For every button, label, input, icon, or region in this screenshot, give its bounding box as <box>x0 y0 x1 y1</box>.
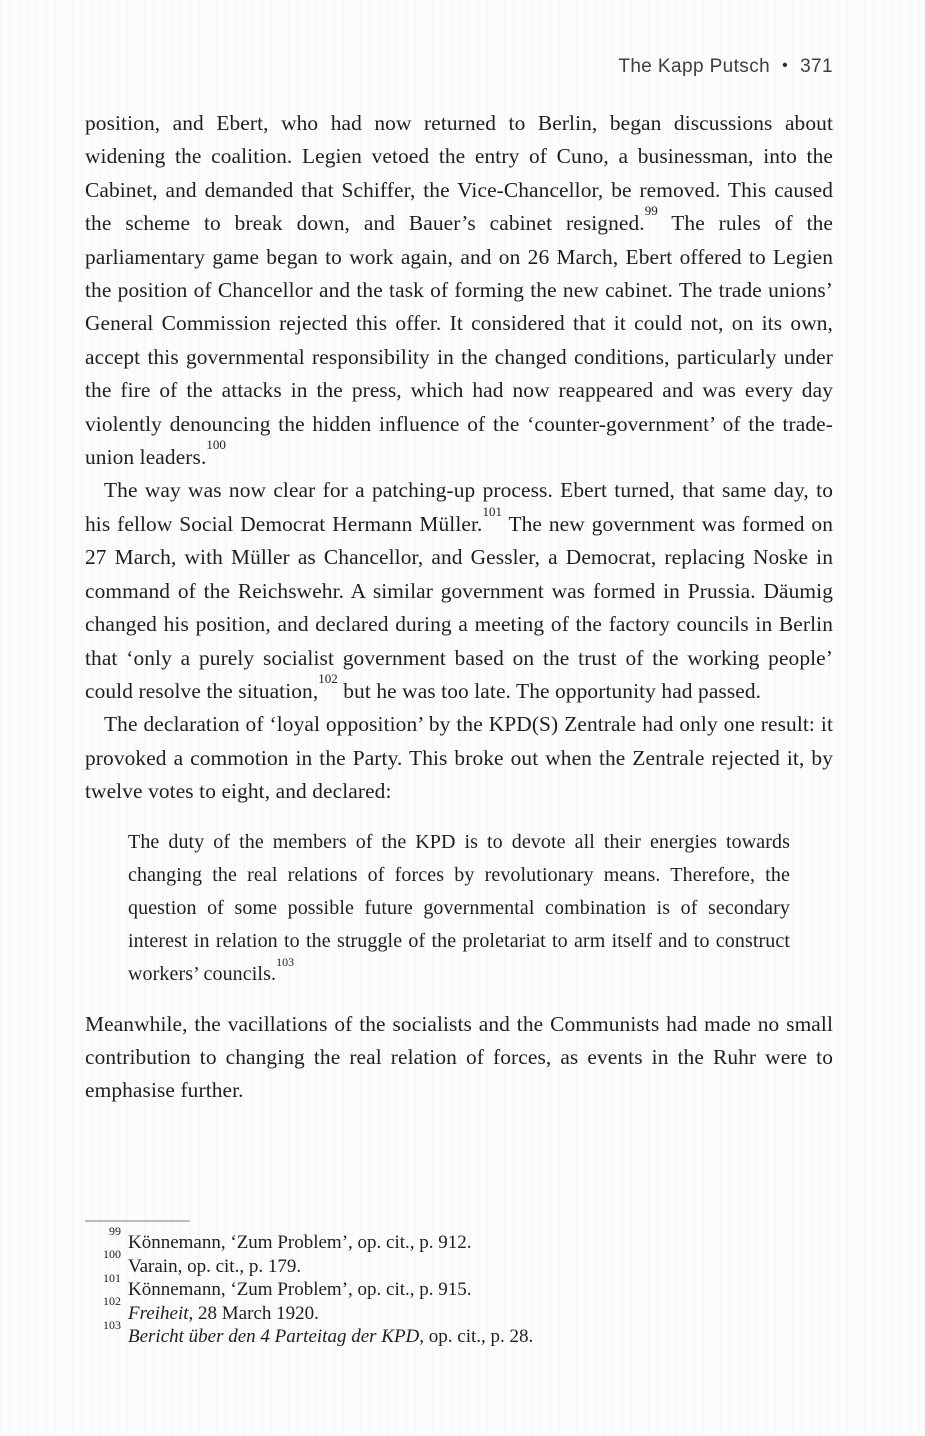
italic-title: Freiheit <box>128 1302 189 1324</box>
footnote-ref: 101 <box>482 503 502 519</box>
footnote: $^{102}$Freiheit, 28 March 1920. <box>103 1294 319 1324</box>
footnote: $^{103}$Bericht über den 4 Parteitag der KPD, op. cit., p. 28. <box>103 1318 534 1348</box>
footnote: $^{101}$Könnemann, ‘Zum Problem’, op. cit., p. 915. <box>103 1270 472 1301</box>
footnotes <box>85 1220 833 1349</box>
running-head-page-number: 371 <box>800 56 833 77</box>
paragraph: Meanwhile, the vacillations of the socialists and the Communists had made no small contribution to changing the real relation of forces, as events in the Ruhr were to emphasise further. <box>85 1011 833 1103</box>
footnote: $^{99}$Könnemann, ‘Zum Problem’, op. cit., p. 912. <box>109 1223 472 1253</box>
footnote-ref: 102 <box>318 670 338 686</box>
italic-title: Bericht über den 4 Parteitag der KPD <box>128 1326 420 1348</box>
footnotes-list <box>85 1223 833 1349</box>
footnote-ref: 99 <box>644 203 658 219</box>
block-quote: The duty of the members of the KPD is to devote all their energies towards changing the real relations of forces by revolutionary means. Therefore, the question of some possible future governmental combination is of secondary interest in relation to the struggle of the proletariat to arm itself and to construct workers’ councils.$^{103}$ <box>128 830 790 985</box>
footnote-rule <box>85 1220 190 1222</box>
page-body <box>85 107 833 1108</box>
footnote-ref: 103 <box>276 954 295 969</box>
bullet-separator-icon: • <box>782 57 789 74</box>
paragraph: position, and Ebert, who had now returned to Berlin, began discussions about widening the coalition. Legien vetoed the entry of Cuno, a businessman, into the Cabinet, and demanded that Schiffer, the Vice-Chancellor, be removed. This caused the scheme to break down, and Bauer’s cabinet resigned.$^{99}$ The rules of the parliamentary game began to work again, and on 26 March, Ebert offered to Legien the position of Chancellor and the task of forming the new cabinet. The trade unions’ General Commission rejected this offer. It considered that it could not, on its own, accept this governmental responsibility in the changed conditions, particularly under the fire of the attacks in the press, which had now reappeared and was every day violently denouncing the hidden influence of the ‘counter-government’ of the trade-union leaders.$^{100}$ <box>85 111 834 470</box>
paragraph: The way was now clear for a patching-up process. Ebert turned, that same day, to his fellow Social Democrat Hermann Müller.$^{101}$ The new government was formed on 27 March, with Müller as Chancellor, and Gessler, a Democrat, replacing Noske in command of the Reichswehr. A similar government was formed in Prussia. Däumig changed his position, and declared during a meeting of the factory councils in Berlin that ‘only a purely socialist government based on the trust of the working people’ could resolve the situation,$^{102}$ but he was too late. The opportunity had passed. <box>85 478 833 703</box>
footnote-ref: 100 <box>206 436 226 452</box>
running-head-title: The Kapp Putsch <box>618 56 771 77</box>
footnote: $^{100}$Varain, op. cit., p. 179. <box>103 1247 302 1277</box>
running-head <box>85 56 833 78</box>
paragraph: The declaration of ‘loyal opposition’ by the KPD(S) Zentrale had only one result: it provoked a commotion in the Party. This broke out when the Zentrale rejected it, by twelve votes to eight, and declared: <box>85 712 833 804</box>
